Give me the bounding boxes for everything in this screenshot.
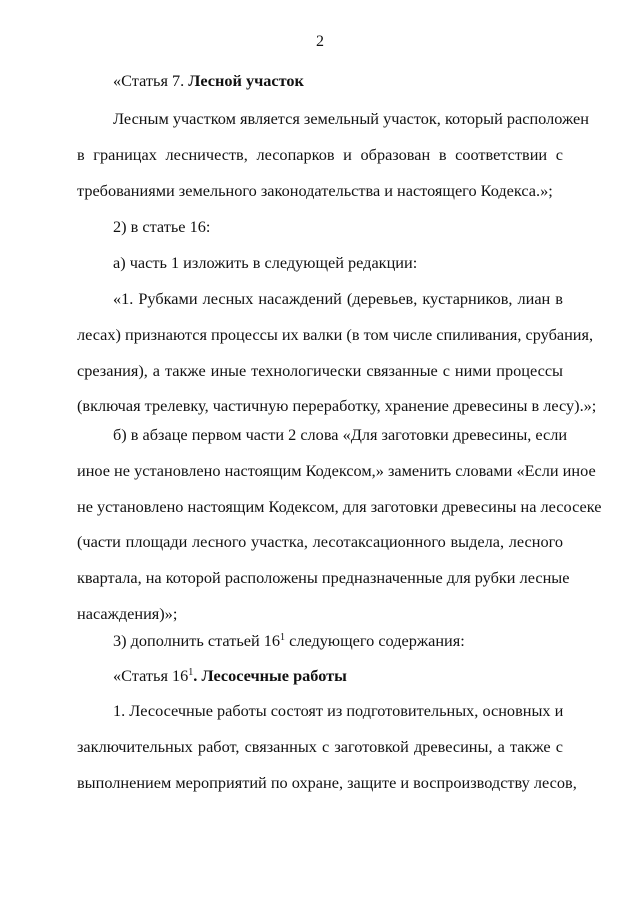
item-2-paragraph [77, 209, 563, 245]
article-7-heading-title: Лесной участок [188, 71, 304, 90]
article-7-heading-prefix: «Статья 7. [113, 71, 189, 90]
text-line: б) в абзаце первом части 2 слова «Для заготовки древесины, если [113, 425, 568, 444]
page-number: 2 [316, 33, 324, 50]
text-line: 1. Лесосечные работы состоят из подготовительных, основных и [113, 701, 564, 720]
item-3-superscript: 1 [280, 632, 286, 643]
text-line: «1. Рубками лесных насаждений (деревьев, кустарников, лиан в [113, 289, 563, 308]
article-16-1-heading-title: Лесосечные работы [201, 666, 347, 685]
item-3-text-after: следующего содержания: [285, 631, 465, 650]
text-line: (включая трелевку, частичную переработку, хранение древесины в лесу).»; [77, 396, 597, 416]
text-line: 2) в статье 16: [113, 217, 211, 236]
article-16-1-superscript: 1 [188, 667, 194, 678]
part-1-wording [77, 281, 597, 424]
text-line: а) часть 1 изложить в следующей редакции: [113, 253, 418, 272]
text-line: требованиями земельного законодательства и настоящего Кодекса.»; [77, 180, 553, 200]
text-line: иное не установлено настоящим Кодексом,» заменить словами «Если иное [77, 460, 596, 480]
article-16-1-heading-prefix: «Статья 16 [113, 666, 189, 685]
text-line: (части площади лесного участка, лесотаксационного выдела, лесного [77, 532, 563, 552]
item-3-text-before: 3) дополнить статьей 16 [113, 631, 281, 650]
text-line: выполнением мероприятий по охране, защите и воспроизводству лесов, [77, 772, 577, 792]
article-7-body [77, 101, 589, 208]
text-line: лесах) признаются процессы их валки (в том числе спиливания, срубания, [77, 324, 594, 344]
article-16-1-heading [77, 658, 563, 694]
text-line: заключительных работ, связанных с заготовкой древесины, а также с [77, 736, 563, 756]
item-b-paragraph [77, 417, 602, 632]
item-a-paragraph [77, 245, 563, 281]
item-3-paragraph [77, 623, 563, 659]
text-line: Лесным участком является земельный участок, который расположен [113, 109, 589, 128]
article-7-heading [77, 63, 563, 99]
text-line: квартала, на которой расположены предназначенные для рубки лесные [77, 568, 570, 588]
article-16-1-heading-sep: . [193, 666, 202, 685]
text-line: не установлено настоящим Кодексом, для заготовки древесины на лесосеке [77, 496, 602, 516]
text-line: в границах лесничеств, лесопарков и образован в соответствии с [77, 144, 563, 164]
text-line: насаждения)»; [77, 603, 178, 623]
text-line: срезания), а также иные технологически связанные с ними процессы [77, 360, 563, 380]
point-1-paragraph [77, 693, 577, 800]
